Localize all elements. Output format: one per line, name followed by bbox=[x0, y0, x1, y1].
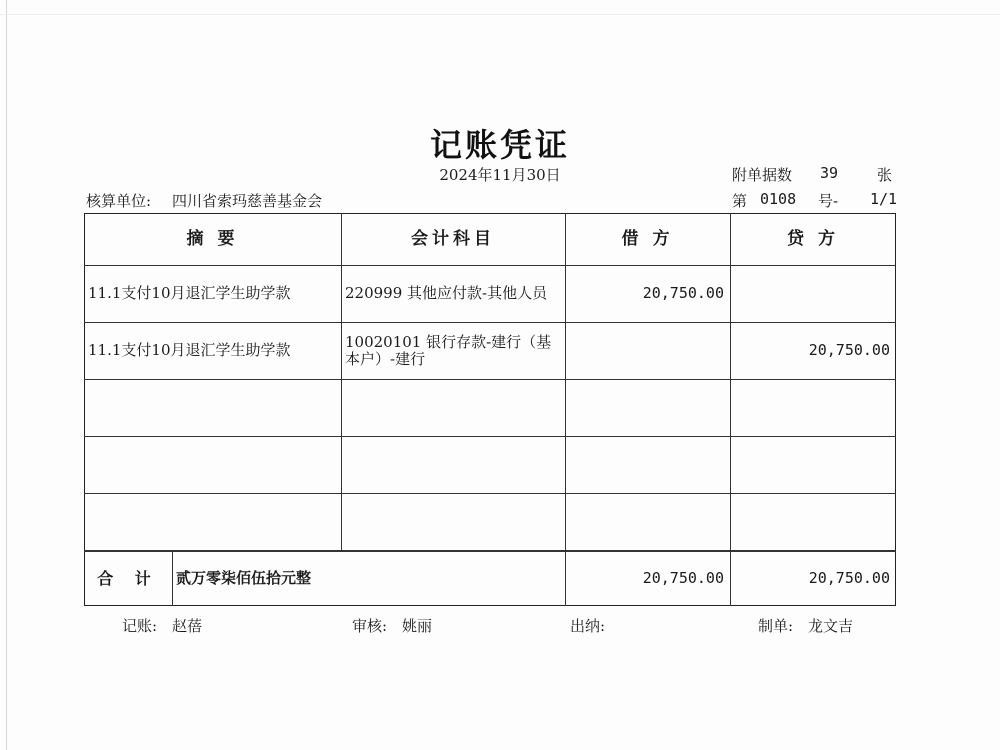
table-row-summary: 11.1支付10月退汇学生助学款 bbox=[88, 341, 291, 359]
preparer-name: 龙文吉 bbox=[808, 617, 854, 635]
total-label: 合 计 bbox=[97, 569, 159, 588]
unit-name: 四川省索玛慈善基金会 bbox=[172, 192, 323, 210]
table-row-credit bbox=[730, 265, 896, 322]
reviewer-label: 审核: bbox=[352, 617, 388, 635]
voucher-number: 0108 bbox=[760, 190, 797, 208]
cashier-label: 出纳: bbox=[570, 617, 606, 635]
attachments-count: 39 bbox=[820, 164, 839, 182]
preparer-label: 制单: bbox=[758, 617, 794, 635]
header-summary: 摘 要 bbox=[186, 229, 239, 249]
header-credit: 贷 方 bbox=[787, 229, 839, 249]
total-credit: 20,750.00 bbox=[808, 569, 890, 587]
paper-edge-top bbox=[0, 14, 1000, 15]
voucher-date: 2024年11月30日 bbox=[439, 166, 561, 184]
table-row-summary bbox=[84, 436, 341, 493]
attachments-label: 附单据数 bbox=[732, 166, 793, 184]
table-row-summary bbox=[84, 379, 341, 436]
table-row-debit bbox=[565, 322, 730, 379]
table-row-account: 10020101 银行存款-建行（基本户）-建行 bbox=[345, 332, 552, 368]
page-indicator: 1/1 bbox=[870, 190, 898, 208]
table-row-summary: 11.1支付10月退汇学生助学款 bbox=[88, 284, 291, 302]
table-row-debit: 20,750.00 bbox=[642, 284, 724, 302]
number-suffix: 号- bbox=[818, 192, 839, 210]
table-row-summary bbox=[84, 493, 341, 550]
table-row-account: 220999 其他应付款-其他人员 bbox=[345, 284, 548, 302]
paper-edge-left bbox=[6, 0, 7, 750]
header-debit: 借 方 bbox=[621, 229, 674, 249]
bookkeeper-name: 赵蓓 bbox=[172, 617, 203, 635]
unit-label: 核算单位: bbox=[86, 192, 152, 210]
bookkeeper-label: 记账: bbox=[122, 617, 158, 635]
number-prefix: 第 bbox=[732, 192, 748, 210]
reviewer-name: 姚丽 bbox=[402, 617, 433, 635]
attachments-unit: 张 bbox=[877, 166, 893, 184]
header-account: 会计科目 bbox=[411, 229, 495, 249]
total-amount-in-words: 贰万零柒佰伍拾元整 bbox=[176, 569, 312, 587]
table-row-credit: 20,750.00 bbox=[808, 341, 890, 359]
voucher-title: 记账凭证 bbox=[429, 126, 570, 164]
total-debit: 20,750.00 bbox=[642, 569, 724, 587]
